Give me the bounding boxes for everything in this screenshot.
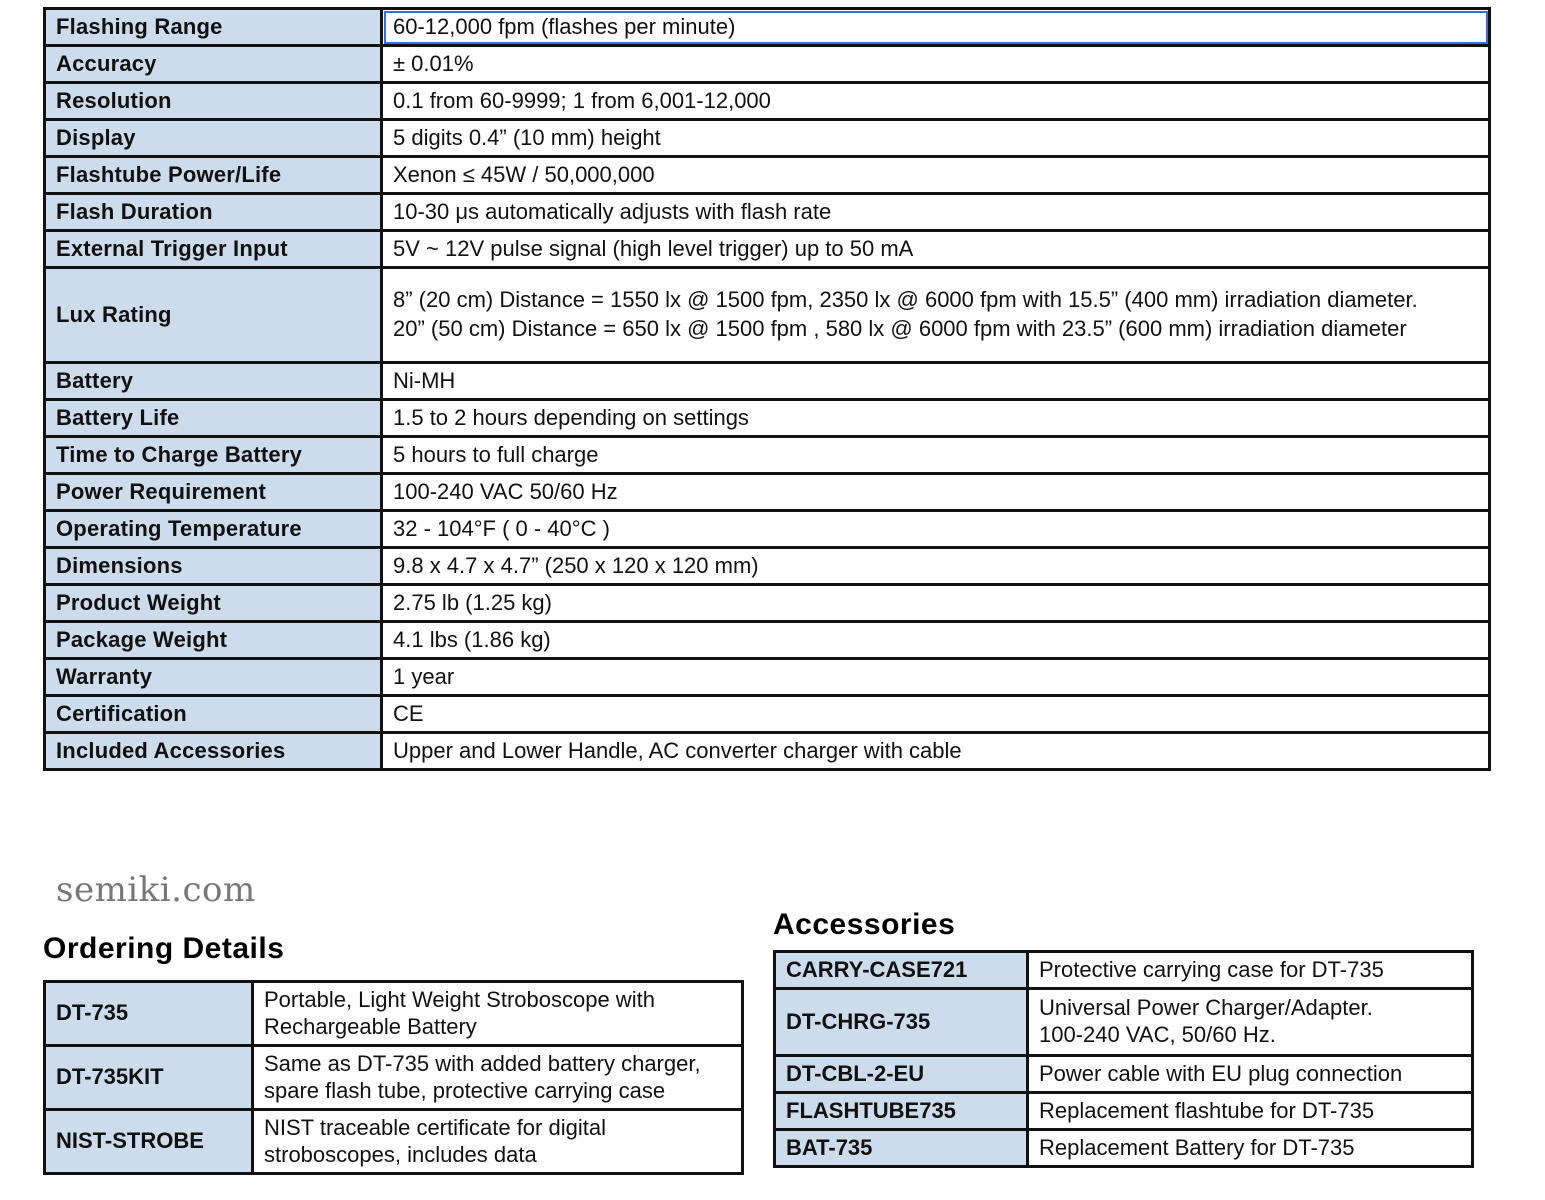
table-row (45, 659, 1490, 696)
ordering-table (43, 980, 744, 1175)
spec-label: External Trigger Input (45, 231, 382, 268)
table-row (775, 989, 1473, 1056)
spec-value: 100-240 VAC 50/60 Hz (382, 474, 1490, 511)
table-row (45, 733, 1490, 770)
table-row (45, 231, 1490, 268)
spec-value: 4.1 lbs (1.86 kg) (382, 622, 1490, 659)
accessories-table (773, 950, 1474, 1168)
spec-value: 10-30 μs automatically adjusts with flash rate (382, 194, 1490, 231)
lux-line-2: 20” (50 cm) Distance = 650 lx @ 1500 fpm , 580 lx @ 6000 fpm with 23.5” (600 mm) irradiation diameter (393, 316, 1407, 341)
spec-label: Accuracy (45, 46, 382, 83)
table-row (775, 1056, 1473, 1093)
table-row (45, 474, 1490, 511)
table-row (775, 1130, 1473, 1167)
table-row (45, 511, 1490, 548)
table-row (45, 194, 1490, 231)
description-line: Portable, Light Weight Stroboscope with (264, 986, 655, 1012)
spec-value: 5 hours to full charge (382, 437, 1490, 474)
lux-line-1: 8” (20 cm) Distance = 1550 lx @ 1500 fpm, 2350 lx @ 6000 fpm with 15.5” (400 mm) irradiation diameter. (393, 287, 1418, 313)
table-row (45, 622, 1490, 659)
spec-value: 9.8 x 4.7 x 4.7” (250 x 120 x 120 mm) (382, 548, 1490, 585)
product-description (253, 1046, 743, 1110)
description-line: stroboscopes, includes data (264, 1141, 537, 1167)
spec-label: Flash Duration (45, 194, 382, 231)
table-row (45, 268, 1490, 363)
accessory-code: CARRY-CASE721 (775, 952, 1028, 989)
spec-value: 0.1 from 60-9999; 1 from 6,001-12,000 (382, 83, 1490, 120)
spec-label: Product Weight (45, 585, 382, 622)
table-row (45, 548, 1490, 585)
table-row (45, 585, 1490, 622)
spec-label: Battery (45, 363, 382, 400)
spec-value: 5 digits 0.4” (10 mm) height (382, 120, 1490, 157)
spec-label: Warranty (45, 659, 382, 696)
spec-value: Ni-MH (382, 363, 1490, 400)
table-row (45, 83, 1490, 120)
product-code: DT-735 (45, 982, 253, 1046)
accessory-description: Replacement Battery for DT-735 (1028, 1130, 1473, 1167)
table-row (45, 363, 1490, 400)
description-line: 100-240 VAC, 50/60 Hz. (1039, 1022, 1276, 1047)
spec-label: Power Requirement (45, 474, 382, 511)
spec-label: Flashtube Power/Life (45, 157, 382, 194)
spec-label: Included Accessories (45, 733, 382, 770)
description-line: Universal Power Charger/Adapter. (1039, 995, 1373, 1021)
spec-value[interactable]: 60-12,000 fpm (flashes per minute) (382, 9, 1490, 46)
spec-value: 2.75 lb (1.25 kg) (382, 585, 1490, 622)
spec-value: CE (382, 696, 1490, 733)
accessory-description (1028, 989, 1473, 1056)
spec-label: Operating Temperature (45, 511, 382, 548)
product-description (253, 982, 743, 1046)
spec-label: Dimensions (45, 548, 382, 585)
spec-label: Time to Charge Battery (45, 437, 382, 474)
description-line: Same as DT-735 with added battery charger, (264, 1050, 701, 1076)
description-line: Rechargeable Battery (264, 1013, 477, 1039)
spec-value: 5V ~ 12V pulse signal (high level trigger) up to 50 mA (382, 231, 1490, 268)
spec-label: Resolution (45, 83, 382, 120)
spec-value: ± 0.01% (382, 46, 1490, 83)
brand-watermark: semiki.com (56, 870, 256, 910)
table-row (45, 46, 1490, 83)
table-row (45, 9, 1490, 46)
accessory-code: DT-CBL-2-EU (775, 1056, 1028, 1093)
table-row (45, 437, 1490, 474)
spec-value: 32 - 104°F ( 0 - 40°C ) (382, 511, 1490, 548)
table-row (45, 400, 1490, 437)
spec-label: Display (45, 120, 382, 157)
product-description (253, 1110, 743, 1174)
ordering-title: Ordering Details (43, 932, 285, 965)
spec-label: Flashing Range (45, 9, 382, 46)
product-code: NIST-STROBE (45, 1110, 253, 1174)
spec-label: Certification (45, 696, 382, 733)
spec-value: Xenon ≤ 45W / 50,000,000 (382, 157, 1490, 194)
table-row (775, 952, 1473, 989)
accessory-code: FLASHTUBE735 (775, 1093, 1028, 1130)
accessory-description: Power cable with EU plug connection (1028, 1056, 1473, 1093)
accessory-description: Protective carrying case for DT-735 (1028, 952, 1473, 989)
accessory-description: Replacement flashtube for DT-735 (1028, 1093, 1473, 1130)
spec-label: Battery Life (45, 400, 382, 437)
table-row (45, 1046, 743, 1110)
description-line: NIST traceable certificate for digital (264, 1114, 606, 1140)
table-row (45, 157, 1490, 194)
spec-value (382, 268, 1490, 363)
description-line: spare flash tube, protective carrying case (264, 1077, 666, 1103)
accessory-code: DT-CHRG-735 (775, 989, 1028, 1056)
table-row (45, 696, 1490, 733)
accessories-title: Accessories (773, 908, 956, 941)
table-row (775, 1093, 1473, 1130)
table-row (45, 120, 1490, 157)
spec-value: 1.5 to 2 hours depending on settings (382, 400, 1490, 437)
spec-label: Package Weight (45, 622, 382, 659)
table-row (45, 1110, 743, 1174)
spec-label: Lux Rating (45, 268, 382, 363)
product-code: DT-735KIT (45, 1046, 253, 1110)
table-row (45, 982, 743, 1046)
accessory-code: BAT-735 (775, 1130, 1028, 1167)
spec-value: 1 year (382, 659, 1490, 696)
spec-value: Upper and Lower Handle, AC converter charger with cable (382, 733, 1490, 770)
spec-table (43, 7, 1491, 771)
